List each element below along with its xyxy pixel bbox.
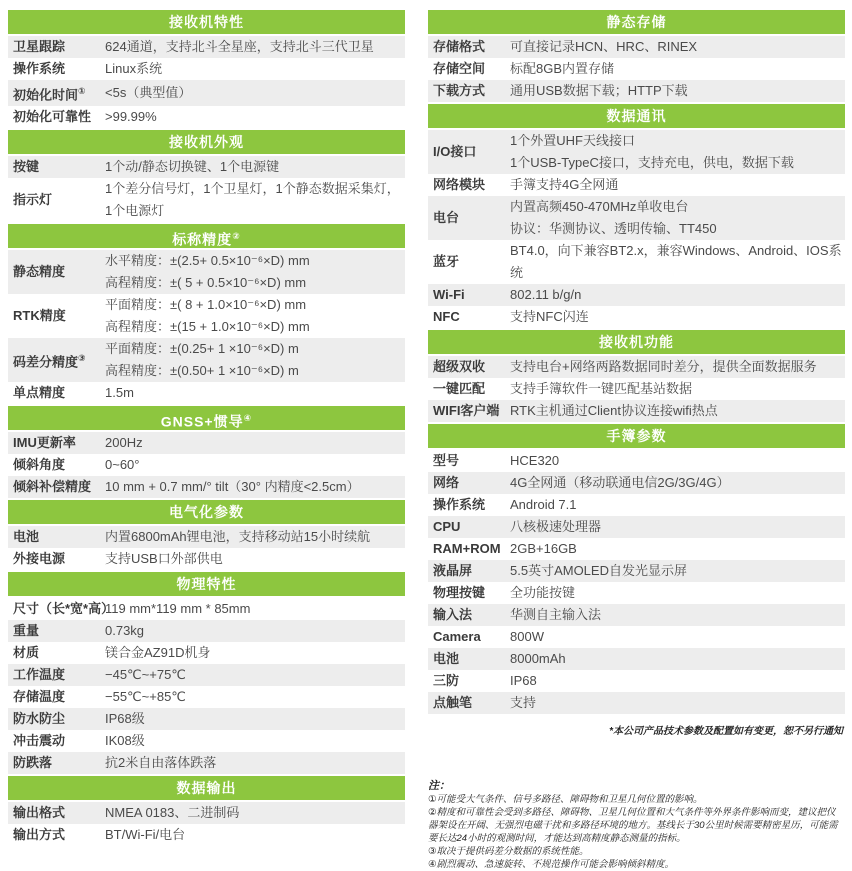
spec-row — [428, 58, 845, 80]
footnote-item: ③取决于提供码差分数据的系统性能。 — [428, 846, 589, 857]
spec-label: 卫星跟踪 — [13, 39, 66, 54]
spec-row — [428, 306, 845, 328]
spec-value — [105, 250, 405, 294]
spec-row — [428, 240, 845, 284]
section-title: 手簿参数 — [606, 428, 667, 444]
spec-row — [428, 400, 845, 422]
spec-row — [8, 294, 405, 338]
spec-value-line: 5.5英寸AMOLED自发光显示屏 — [510, 563, 687, 578]
spec-value-line: <5s（典型值） — [105, 85, 192, 101]
spec-row — [428, 604, 845, 626]
section-header — [8, 406, 405, 430]
section-header — [8, 224, 405, 248]
spec-value — [510, 378, 845, 400]
spec-value-line: 支持电台+网络两路数据同时差分，提供全面数据服务 — [510, 359, 817, 374]
spec-value — [510, 626, 845, 648]
spec-label: Camera — [433, 629, 481, 644]
section-title-superscript: ② — [232, 231, 241, 242]
section-header — [8, 776, 405, 800]
spec-row — [8, 548, 405, 570]
spec-value — [510, 648, 845, 670]
spec-label: 倾斜补偿精度 — [13, 479, 92, 495]
section-title: 数据输出 — [176, 780, 237, 797]
spec-row — [8, 106, 405, 128]
spec-label: 一键匹配 — [433, 381, 486, 396]
section-header — [8, 572, 405, 596]
spec-value — [105, 620, 405, 642]
spec-value-line: BT/Wi-Fi/电台 — [105, 827, 186, 843]
spec-label: 静态精度 — [13, 264, 66, 280]
spec-value — [105, 338, 405, 382]
spec-row — [8, 80, 405, 106]
spec-label: 重量 — [13, 623, 40, 639]
spec-value — [510, 582, 845, 604]
spec-row — [8, 178, 405, 222]
spec-value — [510, 58, 845, 80]
spec-value-line: 624通道，支持北斗全星座，支持北斗三代卫星 — [105, 39, 374, 54]
spec-value-line: 119 mm*119 mm * 85mm — [105, 601, 251, 617]
spec-label: 按键 — [13, 159, 40, 175]
spec-label: 初始化时间① — [13, 86, 86, 103]
spec-row — [8, 432, 405, 454]
spec-value-line: 1个USB-TypeC接口，支持充电，供电，数据下载 — [510, 155, 794, 170]
spec-value-line: NMEA 0183、二进制码 — [105, 805, 240, 821]
spec-row — [428, 692, 845, 714]
spec-label: 操作系统 — [13, 61, 66, 76]
spec-label: 材质 — [13, 645, 40, 661]
spec-row — [8, 454, 405, 476]
spec-row — [428, 80, 845, 102]
spec-value-line: 1.5m — [105, 385, 134, 401]
spec-value-line: 1个动/静态切换键、1个电源键 — [105, 159, 280, 175]
spec-value-line: 内置6800mAh锂电池，支持移动站15小时续航 — [105, 529, 371, 545]
spec-label-superscript: ③ — [78, 353, 86, 364]
spec-value-line: >99.99% — [105, 109, 157, 125]
spec-label: 存储格式 — [433, 39, 486, 54]
section-title: GNSS+惯导 — [160, 413, 244, 430]
spec-row — [8, 664, 405, 686]
spec-row — [428, 494, 845, 516]
footnote-item: ④剧烈震动、急速旋转、不规范操作可能会影响倾斜精度。 — [428, 859, 675, 870]
spec-value-line: 支持NFC闪连 — [510, 309, 589, 324]
spec-row — [8, 752, 405, 774]
spec-row — [428, 450, 845, 472]
spec-value-line: 镁合金AZ91D机身 — [105, 645, 211, 661]
spec-value — [510, 516, 845, 538]
spec-row — [8, 156, 405, 178]
spec-value-line: 可直接记录HCN、HRC、RINEX — [510, 39, 698, 54]
spec-value — [105, 106, 405, 128]
spec-label: 下载方式 — [433, 83, 486, 98]
spec-value — [105, 454, 405, 476]
spec-value-line: 内置高频450-470MHz单收电台 — [510, 199, 689, 214]
spec-row — [8, 620, 405, 642]
spec-value-line: RTK主机通过Client协议连接wifi热点 — [510, 403, 718, 418]
spec-value-line: 1个电源灯 — [105, 203, 165, 219]
spec-value-line: 支持 — [510, 695, 537, 710]
left-column — [8, 8, 405, 871]
spec-label: 操作系统 — [433, 497, 486, 512]
spec-label: 指示灯 — [13, 192, 53, 208]
spec-label: 存储温度 — [13, 689, 66, 705]
spec-value-line: BT4.0，向下兼容BT2.x，兼容Windows、Android、IOS系统 — [510, 243, 842, 280]
spec-row — [428, 472, 845, 494]
spec-label: IMU更新率 — [13, 435, 76, 451]
spec-label: 尺寸（长*宽*高） — [13, 601, 115, 617]
spec-value — [510, 240, 845, 284]
spec-value — [510, 538, 845, 560]
spec-label: 防跌落 — [13, 755, 53, 771]
spec-value-line: Linux系统 — [105, 61, 163, 76]
spec-value-line: 2GB+16GB — [510, 541, 577, 556]
spec-label: 输出方式 — [13, 827, 66, 843]
spec-value — [510, 196, 845, 240]
spec-value — [510, 472, 845, 494]
spec-row — [428, 538, 845, 560]
spec-label: 防水防尘 — [13, 711, 66, 727]
section-title-superscript: ④ — [243, 413, 253, 424]
spec-row — [428, 560, 845, 582]
spec-label: 物理按键 — [433, 585, 486, 600]
section-header — [8, 500, 405, 524]
spec-label: I/O接口 — [433, 144, 477, 159]
spec-value-line: 协议：华测协议、透明传输、TT450 — [510, 221, 717, 236]
spec-value-line: IP68 — [510, 673, 537, 688]
spec-value-line: 平面精度：±( 8 + 1.0×10⁻⁶×D) mm — [105, 297, 307, 313]
spec-value — [105, 382, 405, 404]
spec-value-line: 200Hz — [105, 435, 143, 451]
spec-value — [105, 664, 405, 686]
spec-value-line: HCE320 — [510, 453, 560, 468]
spec-value — [105, 476, 405, 498]
spec-value-line: 抗2米自由落体跌落 — [105, 755, 217, 771]
spec-value — [510, 356, 845, 378]
spec-row — [8, 250, 405, 294]
spec-label: 单点精度 — [13, 385, 66, 401]
spec-value-line: −55℃~+85℃ — [105, 689, 186, 705]
right-column — [428, 8, 845, 871]
spec-label: 液晶屏 — [433, 563, 473, 578]
section-title: 接收机特性 — [169, 14, 244, 30]
section-title: 接收机功能 — [599, 334, 674, 350]
section-header — [428, 424, 845, 448]
spec-row — [8, 526, 405, 548]
spec-row — [8, 686, 405, 708]
spec-value-line: 8000mAh — [510, 651, 566, 666]
section-title: 静态存储 — [606, 14, 667, 30]
spec-value — [105, 178, 405, 222]
section-title: 接收机外观 — [169, 134, 244, 151]
footnote-item: ②精度和可靠性会受到多路径、障碍物、卫星几何位置和大气条件等外界条件影响而变，建议把仪器架设在开阔、无强烈电磁干扰和多路径环境的地方。基线长于30公里时候需要精密星历，可能需要长达24小时的观测时间，才能达到高精度静态测量的指标。 — [428, 807, 838, 844]
section-header — [8, 10, 405, 34]
section-header — [428, 330, 845, 354]
spec-label: 外接电源 — [13, 551, 66, 567]
spec-value — [510, 80, 845, 102]
footnotes-list — [428, 793, 845, 871]
spec-row — [428, 130, 845, 174]
footnotes-title: 注： — [428, 780, 450, 792]
spec-value — [105, 752, 405, 774]
spec-value — [510, 604, 845, 626]
spec-label: 初始化可靠性 — [13, 109, 92, 125]
spec-value-line: 八核极速处理器 — [510, 519, 602, 534]
right-column-sections — [428, 10, 845, 714]
spec-row — [428, 626, 845, 648]
spec-label: 冲击震动 — [13, 733, 66, 749]
spec-label: 超级双收 — [433, 359, 486, 374]
spec-value — [510, 130, 845, 174]
spec-value — [510, 670, 845, 692]
spec-value-line: 802.11 b/g/n — [510, 287, 582, 302]
spec-label: RTK精度 — [13, 308, 66, 324]
spec-value — [105, 802, 405, 824]
spec-value-line: IP68级 — [105, 711, 145, 727]
spec-value-line: 支持USB口外部供电 — [105, 551, 223, 567]
section-title: 数据通讯 — [606, 108, 667, 124]
spec-value-line: 支持手簿软件一键匹配基站数据 — [510, 381, 693, 396]
spec-row — [8, 36, 405, 58]
spec-label: 电池 — [13, 529, 40, 545]
spec-label: 电池 — [433, 651, 460, 666]
spec-label: 存储空间 — [433, 61, 486, 76]
spec-value-line: 0.73kg — [105, 623, 145, 639]
spec-value — [510, 284, 845, 306]
spec-row — [428, 356, 845, 378]
spec-value-line: 水平精度：±(2.5+ 0.5×10⁻⁶×D) mm — [105, 253, 310, 269]
spec-value — [510, 494, 845, 516]
spec-value — [105, 642, 405, 664]
spec-value — [105, 824, 405, 846]
spec-value — [510, 450, 845, 472]
spec-value-line: 华测自主输入法 — [510, 607, 602, 622]
spec-row — [8, 338, 405, 382]
spec-value-line: Android 7.1 — [510, 497, 577, 512]
spec-label: 输出格式 — [13, 805, 66, 821]
spec-value-line: 手簿支持4G全网通 — [510, 177, 619, 192]
spec-label: NFC — [433, 309, 460, 324]
spec-label: 网络 — [433, 475, 460, 490]
disclaimer-note: *本公司产品技术参数及配置如有变更，恕不另行通知 — [609, 726, 843, 737]
spec-value-line: 标配8GB内置存储 — [510, 61, 615, 76]
spec-row — [428, 648, 845, 670]
section-header — [428, 10, 845, 34]
spec-value — [105, 598, 405, 620]
spec-label: 网络模块 — [433, 177, 486, 192]
spec-value-line: 1个外置UHF天线接口 — [510, 133, 635, 148]
spec-value — [510, 36, 845, 58]
spec-value-line: IK08级 — [105, 733, 145, 749]
section-title: 电气化参数 — [169, 504, 244, 521]
spec-value — [510, 560, 845, 582]
spec-row — [428, 582, 845, 604]
spec-value — [105, 156, 405, 178]
spec-label: 电台 — [433, 210, 460, 225]
spec-row — [8, 642, 405, 664]
spec-label: 蓝牙 — [433, 254, 460, 269]
spec-value — [105, 36, 405, 58]
spec-value-line: 全功能按键 — [510, 585, 576, 600]
spec-row — [8, 382, 405, 404]
spec-value-line: 平面精度：±(0.25+ 1 ×10⁻⁶×D) m — [105, 341, 299, 357]
spec-row — [428, 516, 845, 538]
spec-value-line: 1个差分信号灯，1个卫星灯，1个静态数据采集灯， — [105, 181, 400, 197]
spec-value-line: 高程精度：±(15 + 1.0×10⁻⁶×D) mm — [105, 319, 310, 335]
spec-label: 型号 — [433, 453, 460, 468]
spec-value — [105, 82, 405, 104]
spec-label: RAM+ROM — [433, 541, 501, 556]
spec-row — [8, 802, 405, 824]
spec-label: 倾斜角度 — [13, 457, 66, 473]
spec-label: 码差分精度③ — [13, 353, 86, 370]
spec-value-line: 0~60° — [105, 457, 140, 473]
spec-value — [105, 730, 405, 752]
section-header — [8, 130, 405, 154]
footnotes — [428, 779, 845, 871]
footnote-item: ①可能受大气条件、信号多路径、障碍物和卫星几何位置的影响。 — [428, 794, 703, 805]
spec-row — [428, 174, 845, 196]
spec-row — [428, 670, 845, 692]
spec-label: 输入法 — [433, 607, 473, 622]
spec-value-line: 高程精度：±( 5 + 0.5×10⁻⁶×D) mm — [105, 275, 307, 291]
section-title: 物理特性 — [176, 576, 237, 593]
spec-label: CPU — [433, 519, 461, 534]
spec-value-line: 800W — [510, 629, 544, 644]
spec-row — [428, 284, 845, 306]
section-title: 标称精度 — [172, 231, 233, 248]
section-header — [428, 104, 845, 128]
spec-row — [8, 824, 405, 846]
spec-row — [428, 36, 845, 58]
spec-value — [510, 400, 845, 422]
spec-label: WIFI客户端 — [433, 403, 500, 418]
spec-value — [105, 708, 405, 730]
spec-value — [105, 526, 405, 548]
spec-value — [105, 548, 405, 570]
spec-row — [8, 58, 405, 80]
spec-value-line: 10 mm + 0.7 mm/° tilt（30° 内精度<2.5cm） — [105, 479, 360, 495]
spec-row — [8, 598, 405, 620]
spec-value-line: 高程精度：±(0.50+ 1 ×10⁻⁶×D) m — [105, 363, 299, 379]
spec-value-line: 4G全网通（移动联通电信2G/3G/4G） — [510, 475, 730, 490]
spec-row — [8, 476, 405, 498]
spec-value-line: −45℃~+75℃ — [105, 667, 186, 683]
spec-row — [428, 196, 845, 240]
spec-value — [105, 58, 405, 80]
spec-value — [510, 306, 845, 328]
spec-label: 点触笔 — [433, 695, 473, 710]
spec-value — [510, 692, 845, 714]
spec-value — [105, 294, 405, 338]
spec-label: 工作温度 — [13, 667, 66, 683]
spec-row — [8, 708, 405, 730]
spec-row — [8, 730, 405, 752]
spec-value — [510, 174, 845, 196]
spec-label-superscript: ① — [78, 86, 86, 96]
spec-value — [105, 432, 405, 454]
spec-row — [428, 378, 845, 400]
spec-label: Wi-Fi — [433, 287, 465, 302]
spec-value — [105, 686, 405, 708]
spec-value-line: 通用USB数据下载；HTTP下载 — [510, 83, 688, 98]
spec-label: 三防 — [433, 673, 460, 688]
